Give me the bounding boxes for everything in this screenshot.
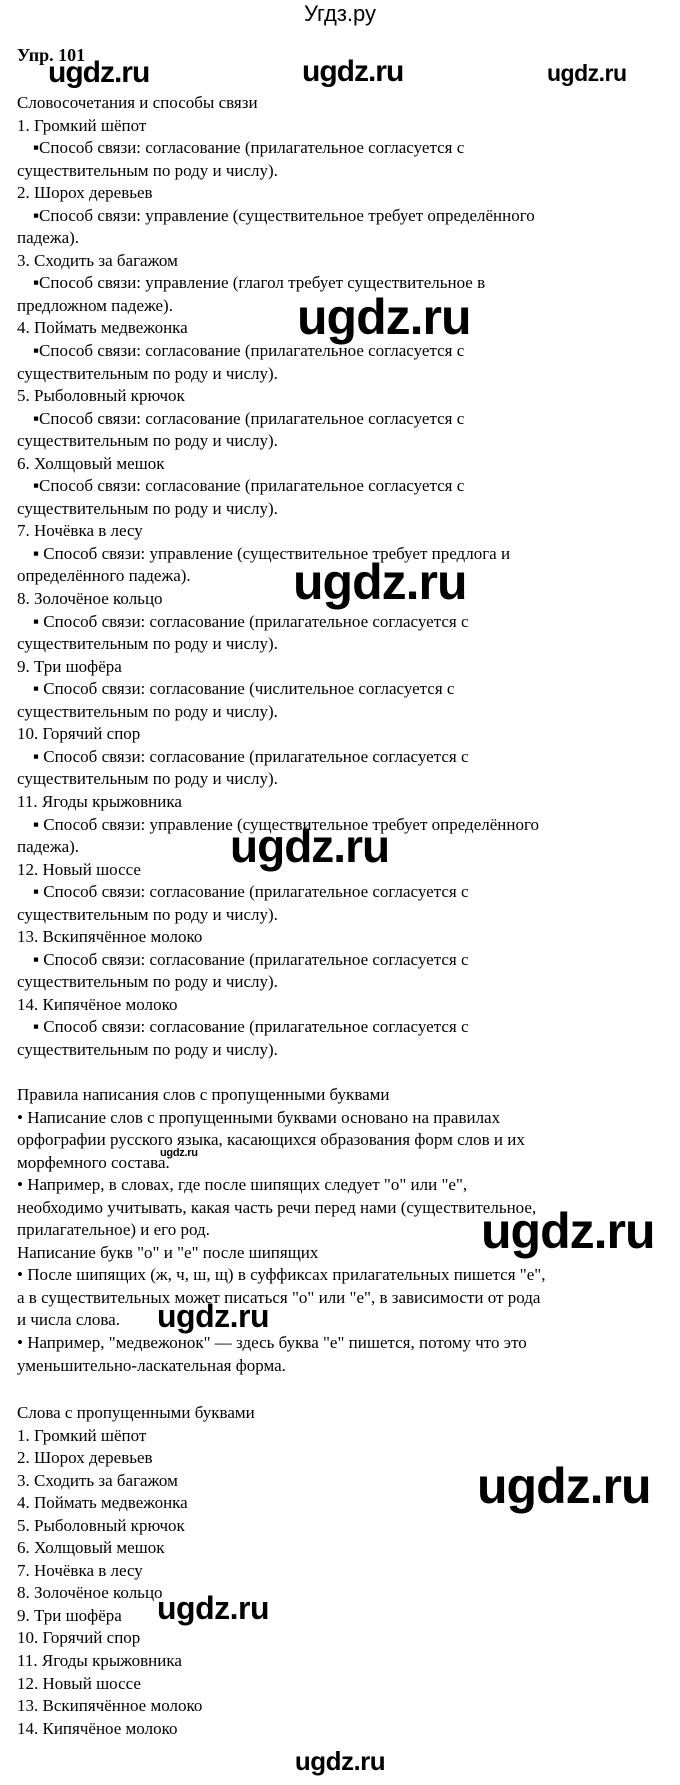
text-line: существительным по роду и числу). [17,1039,278,1059]
text-line: 11. Ягоды крыжовника [17,791,182,811]
text-line: 14. Кипячёное молоко [17,1718,178,1738]
text-line: 2. Шорох деревьев [17,1448,153,1468]
text-line: морфемного состава. [17,1152,170,1172]
text-line: падежа). [17,228,80,248]
text-line: ▪Способ связи: управление (глагол требует существительное в [33,273,486,293]
text-line: существительным по роду и числу). [17,363,278,383]
text-line: 5. Рыболовный крючок [17,386,185,406]
text-line: ▪Способ связи: согласование (прилагательное согласуется с [33,341,465,361]
text-line: 14. Кипячёное молоко [17,994,178,1014]
text-line: 12. Новый шоссе [17,1673,141,1693]
text-line: существительным по роду и числу). [17,431,278,451]
text-line: 8. Золочёное кольцо [17,1583,163,1603]
text-line: ▪Способ связи: согласование (прилагательное согласуется с [33,138,465,158]
text-line: • Например, в словах, где после шипящих следует "о" или "е", [17,1175,468,1195]
text-line: 6. Холщовый мешок [17,453,165,473]
text-line: прилагательное) и его род. [17,1220,210,1240]
text-line: 13. Вскипячённое молоко [17,1696,203,1716]
text-line: ▪ Способ связи: согласование (прилагательное согласуется с [33,949,469,969]
text-line: и числа слова. [17,1310,120,1330]
text-line: ▪ Способ связи: согласование (прилагательное согласуется с [33,746,469,766]
text-line: Словосочетания и способы связи [17,93,258,112]
watermark-ugdz-top-left: ugdz.ru [48,56,150,89]
text-line: ▪Способ связи: согласование (прилагательное согласуется с [33,408,465,428]
text-line: существительным по роду и числу). [17,160,278,180]
text-line: 3. Сходить за багажом [17,250,178,270]
text-line: ▪ Способ связи: согласование (числительное согласуется с [33,679,455,699]
watermark-ugdz-item4: ugdz.ru [297,289,471,345]
text-line: 6. Холщовый мешок [17,1538,165,1558]
watermark-ugdz-small: ugdz.ru [160,1147,198,1159]
exercise-number: Упр. 101 [17,45,86,65]
watermark-ugdz-rules-left: ugdz.ru [157,1298,270,1334]
text-line: необходимо учитывать, какая часть речи перед нами (существительное, [17,1197,537,1217]
text-line: ▪Способ связи: управление (существительное требует определённого [33,205,535,225]
text-line: 11. Ягоды крыжовника [17,1651,182,1671]
text-line: 7. Ночёвка в лесу [17,1560,143,1580]
text-line: 3. Сходить за багажом [17,1470,178,1490]
watermark-ugdz-top-center: ugdz.ru [302,55,404,88]
text-line: существительным по роду и числу). [17,972,278,992]
text-line: 8. Золочёное кольцо [17,589,163,609]
text-line: предложном падеже). [17,295,173,315]
text-line: Написание букв "о" и "е" после шипящих [17,1242,319,1262]
text-line: существительным по роду и числу). [17,701,278,721]
text-line: 13. Вскипячённое молоко [17,927,203,947]
text-line: ▪ Способ связи: согласование (прилагательное согласуется с [33,1017,469,1037]
text-line: 1. Громкий шёпот [17,1425,147,1445]
watermark-ugdz-top-right: ugdz.ru [547,60,627,86]
text-line: определённого падежа). [17,566,191,586]
text-line: существительным по роду и числу). [17,904,278,924]
text-line: ▪ Способ связи: управление (существительное требует предлога и [33,543,511,563]
text-line: ▪ Способ связи: управление (существительное требует определённого [33,814,540,834]
text-line: 10. Горячий спор [17,1628,141,1648]
text-line: существительным по роду и числу). [17,769,278,789]
watermark-ugdz-list-right: ugdz.ru [477,1458,651,1514]
text-line: а в существительных может писаться "о" или "е", в зависимости от рода [17,1287,541,1307]
text-line: существительным по роду и числу). [17,498,278,518]
text-line: ▪ Способ связи: согласование (прилагательное согласуется с [33,611,469,631]
watermark-ugdz-item8: ugdz.ru [293,554,467,610]
watermark-ugdz-list-left: ugdz.ru [157,1590,270,1626]
text-line: 1. Громкий шёпот [17,115,147,135]
site-title: Угдз.ру [303,1,377,26]
section-words-list [17,1402,667,1740]
text-line: • После шипящих (ж, ч, ш, щ) в суффиксах прилагательных пишется "е", [17,1265,546,1285]
text-line: • Написание слов с пропущенными буквами основано на правилах [17,1107,501,1127]
text-line: ▪Способ связи: согласование (прилагательное согласуется с [33,476,465,496]
text-line: уменьшительно-ласкательная форма. [17,1355,286,1375]
text-line: 10. Горячий спор [17,724,141,744]
text-line: 5. Рыболовный крючок [17,1515,185,1535]
text-line: • Например, "медвежонок" — здесь буква "е" пишется, потому что это [17,1333,527,1353]
text-line: 4. Поймать медвежонка [17,1493,188,1513]
text-line: 2. Шорох деревьев [17,183,153,203]
text-line: 12. Новый шоссе [17,859,141,879]
text-line: падежа). [17,837,80,857]
text-line: Слова с пропущенными буквами [17,1403,255,1422]
watermark-ugdz-rules-right: ugdz.ru [481,1203,655,1259]
watermark-ugdz-item12: ugdz.ru [230,820,390,872]
watermark-ugdz-bottom: ugdz.ru [294,1746,386,1776]
text-line: Правила написания слов с пропущенными буквами [17,1085,390,1104]
text-line: 4. Поймать медвежонка [17,318,188,338]
text-line: 9. Три шофёра [17,1605,122,1625]
text-line: 7. Ночёвка в лесу [17,521,143,541]
text-line: орфографии русского языка, касающихся образования форм слов и их [17,1130,525,1150]
text-line: ▪ Способ связи: согласование (прилагательное согласуется с [33,882,469,902]
text-line: существительным по роду и числу). [17,634,278,654]
text-line: 9. Три шофёра [17,656,122,676]
